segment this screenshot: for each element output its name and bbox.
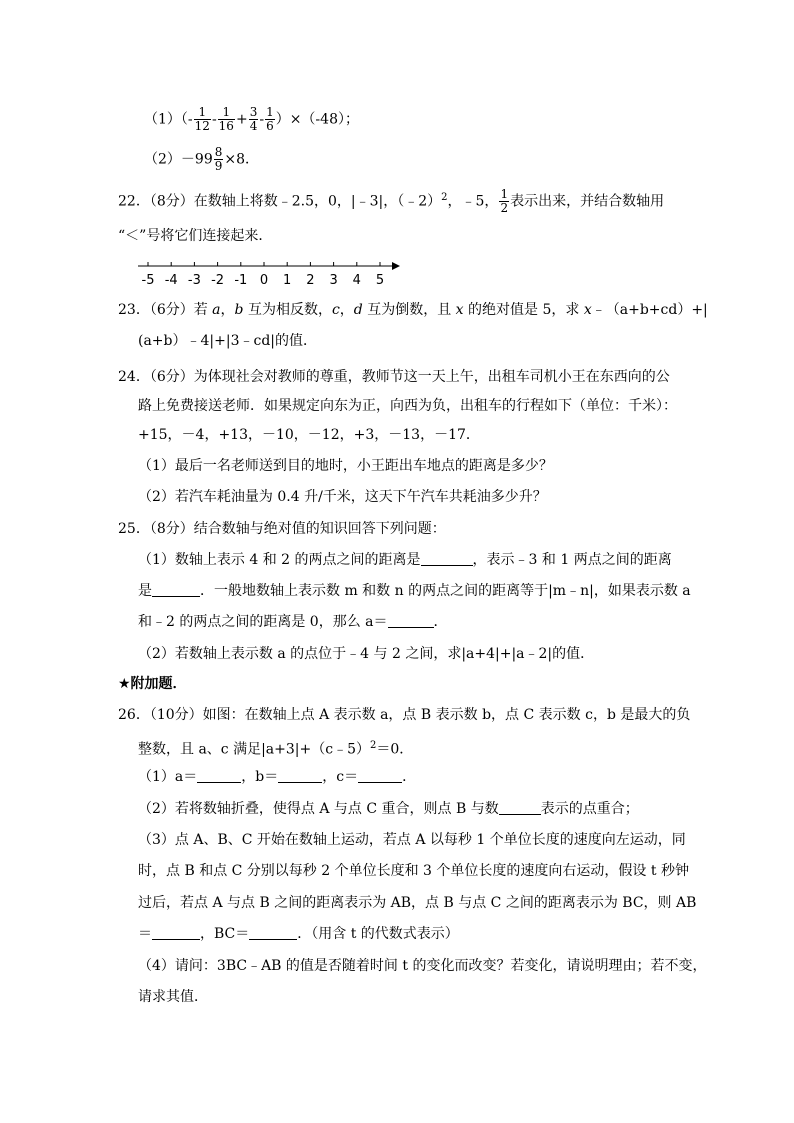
answer-blank[interactable] xyxy=(152,925,200,940)
number-line-label: -3 xyxy=(187,273,201,288)
q21-part2: （2）－99 $\frac{8}{9}$ ×8． xyxy=(144,145,260,173)
number-line-label: 4 xyxy=(352,273,361,288)
q26-part1: （1）a＝ ，b＝ ，c＝ ． xyxy=(138,769,417,785)
answer-blank[interactable] xyxy=(197,768,241,783)
answer-blank[interactable] xyxy=(358,768,402,783)
q26-line2: 整数，且 a、c 满足|a+3|+（c﹣5）$^2$＝0． xyxy=(138,740,414,758)
number-line-label: 0 xyxy=(259,273,269,288)
q26-part3-line4: ＝ ，BC＝ ．（用含 t 的代数式表示） xyxy=(138,926,459,942)
answer-blank[interactable] xyxy=(152,582,200,597)
number-line xyxy=(130,254,420,294)
fraction: $\frac{3}{4}$ xyxy=(249,105,258,133)
fraction: $\frac{1}{2}$ xyxy=(500,187,509,216)
answer-blank[interactable] xyxy=(249,925,297,940)
q24-line3: +15，－4，+13，－10，－12，+3，－13，－17． xyxy=(138,427,480,443)
fraction: $\frac{1}{12}$ xyxy=(194,105,210,133)
fraction: $\frac{1}{6}$ xyxy=(266,105,274,133)
number-line-label: 5 xyxy=(375,273,385,288)
q22-line2: “＜”号将它们连接起来． xyxy=(118,228,273,244)
number-line-label: -2 xyxy=(211,273,225,288)
extra-section-title: ★附加题． xyxy=(118,676,187,692)
q21-part1: （1）（- $\frac{1}{12}$ - $\frac{1}{16}$ + $\frac{3}{4}$ - $\frac{1}{6}$ ）×（-48）； xyxy=(144,105,359,133)
q24-part1: （1）最后一名老师送到目的地时，小王距出车地点的距离是多少？ xyxy=(138,458,553,474)
q25-line3: 是 ．一般地数轴上表示数 m 和数 n 的两点之间的距离等于|m﹣n|，如果表示数 a xyxy=(138,583,691,599)
number-line-label: 1 xyxy=(283,273,292,288)
answer-blank[interactable] xyxy=(499,800,541,815)
q26-part4-line2: 请求其值． xyxy=(138,989,208,1005)
q26-part3-line2: 时，点 B 和点 C 分别以每秒 2 个单位长度和 3 个单位长度的速度向右运动，假设 t 秒钟 xyxy=(138,863,689,879)
number-line-label: -5 xyxy=(141,273,155,288)
q23-line1: 23．（6分）若 a，b 互为相反数，c，d 互为倒数，且 x 的绝对值是 5，求 x﹣（a+b+cd）+| xyxy=(118,302,708,318)
q26-part4-line1: （4）请问：3BC﹣AB 的值是否随着时间 t 的变化而改变？若变化，请说明理由；若不变， xyxy=(138,958,707,974)
q24-line2: 路上免费接送老师．如果规定向东为正，向西为负，出租车的行程如下（单位：千米）： xyxy=(138,398,677,414)
q23-line2: (a+b）﹣4|+|3﹣cd|的值． xyxy=(138,333,317,349)
q26-part2: （2）若将数轴折叠，使得点 A 与点 C 重合，则点 B 与数 表示的点重合； xyxy=(138,801,639,817)
answer-blank[interactable] xyxy=(388,613,434,628)
fraction: $\frac{1}{16}$ xyxy=(218,105,234,133)
answer-blank[interactable] xyxy=(421,551,473,566)
q24-part2: （2）若汽车耗油量为 0.4 升/千米，这天下午汽车共耗油多少升？ xyxy=(138,489,547,505)
number-line-label: -1 xyxy=(234,273,248,288)
q26-part3-line1: （3）点 A、B、C 开始在数轴上运动，若点 A 以每秒 1 个单位长度的速度向左运动，同 xyxy=(138,832,686,848)
q25-line2: （1）数轴上表示 4 和 2 的两点之间的距离是 ，表示﹣3 和 1 两点之间的距离 xyxy=(138,552,672,568)
q24-line1: 24．（6分）为体现社会对教师的尊重，教师节这一天上午，出租车司机小王在东西向的公 xyxy=(118,369,670,385)
q25-line5: （2）若数轴上表示数 a 的点位于﹣4 与 2 之间，求|a+4|+|a﹣2|的值． xyxy=(138,646,595,662)
q26-line1: 26．（10分）如图：在数轴上点 A 表示数 a，点 B 表示数 b，点 C 表示数 c，b 是最大的负 xyxy=(118,707,691,723)
answer-blank[interactable] xyxy=(278,768,322,783)
q25-line1: 25．（8分）结合数轴与绝对值的知识回答下列问题： xyxy=(118,521,446,537)
fraction: $\frac{8}{9}$ xyxy=(214,145,223,173)
q25-line4: 和﹣2 的两点之间的距离是 0，那么 a＝ ． xyxy=(138,614,448,630)
q22-line1: 22．（8分）在数轴上将数﹣2.5，0，|﹣3|，（﹣2）$^2$，﹣5， $\frac{1}{2}$ 表示出来，并结合数轴用 xyxy=(118,187,665,216)
q26-part3-line3: 过后，若点 A 与点 B 之间的距离表示为 AB，点 B 与点 C 之间的距离表示为 BC，则 AB xyxy=(138,895,697,911)
number-line-label: 3 xyxy=(329,273,338,288)
number-line-label: 2 xyxy=(306,273,315,288)
number-line-label: -4 xyxy=(164,273,178,288)
number-line-arrow xyxy=(392,262,400,270)
